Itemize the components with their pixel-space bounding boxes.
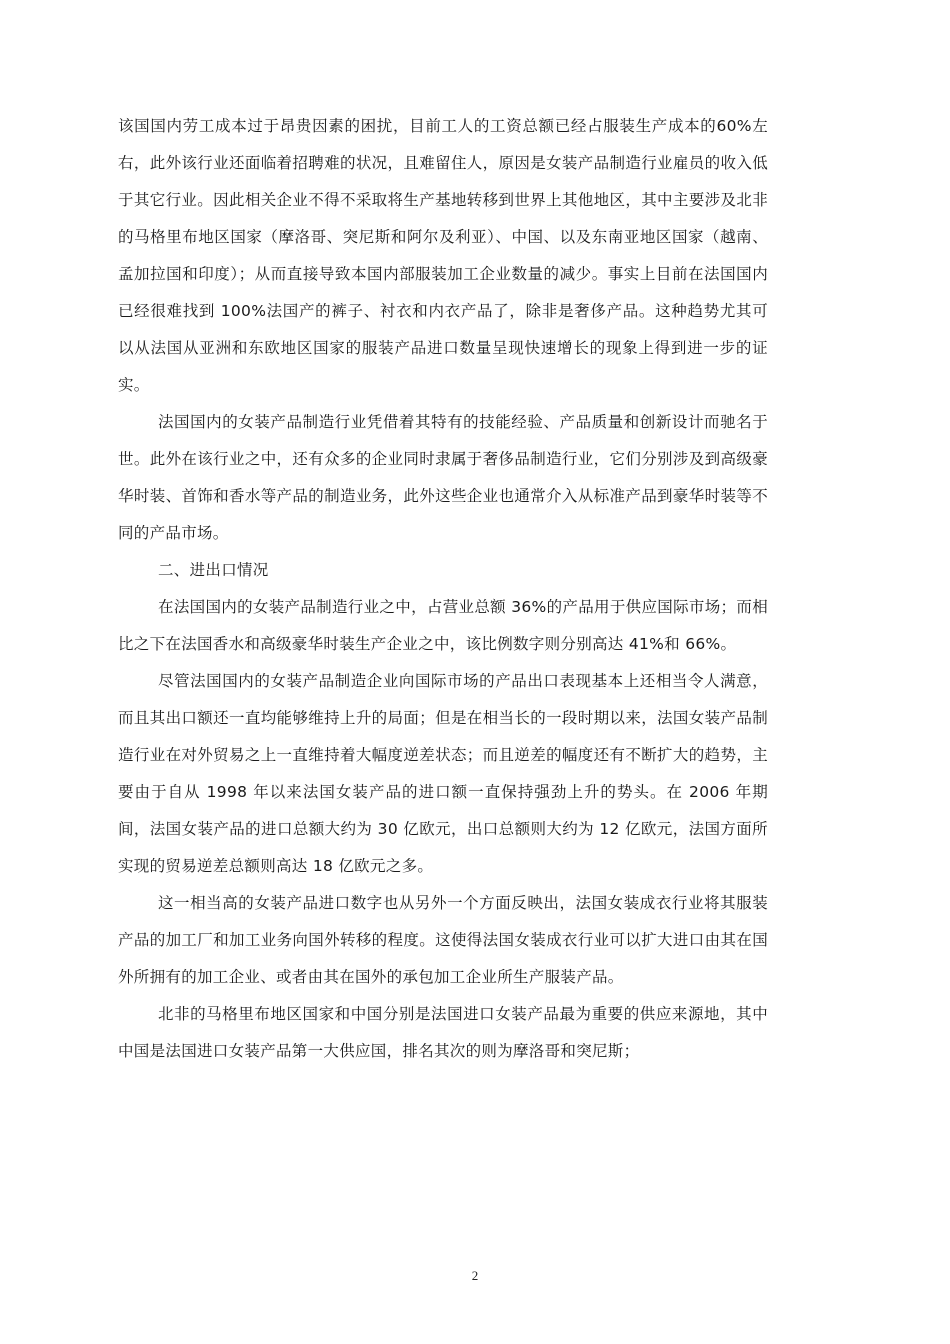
paragraph-supplier-countries: 北非的马格里布地区国家和中国分别是法国进口女装产品最为重要的供应来源地，其中中国是法国进口女装产品第一大供应国，排名其次的则为摩洛哥和突尼斯； (118, 1005, 768, 1060)
page-number: 2 (471, 1268, 479, 1283)
body-text (118, 108, 768, 1070)
paragraph-labor-cost: 该国国内劳工成本过于昂贵因素的困扰，目前工人的工资总额已经占服装生产成本的60%左右，此外该行业还面临着招聘难的状况，且难留住人，原因是女装产品制造行业雇员的收入低于其它行业。因此相关企业不得不采取将生产基地转移到世界上其他地区，其中主要涉及北非的马格里布地区国家（摩洛哥、突尼斯和阿尔及利亚）、中国、以及东南亚地区国家（越南、孟加拉国和印度）；从而直接导致本国内部服装加工企业数量的减少。事实上目前在法国国内已经很难找到 100%法国产的裤子、衬衣和内衣产品了，除非是奢侈产品。这种趋势尤其可以从法国从亚洲和东欧地区国家的服装产品进口数量呈现快速增长的现象上得到进一步的证实。 (118, 117, 768, 394)
paragraph-trade-deficit: 尽管法国国内的女装产品制造企业向国际市场的产品出口表现基本上还相当令人满意，而且其出口额还一直均能够维持上升的局面；但是在相当长的一段时期以来，法国女装产品制造行业在对外贸易之上一直维持着大幅度逆差状态；而且逆差的幅度还有不断扩大的趋势，主要由于自从 1998 年以来法国女装产品的进口额一直保持强劲上升的势头。在 2006 年期间，法国女装产品的进口总额大约为 30 亿欧元，出口总额则大约为 12 亿欧元，法国方面所实现的贸易逆差总额则高达 18 亿欧元之多。 (118, 672, 768, 875)
paragraph-offshoring: 这一相当高的女装产品进口数字也从另外一个方面反映出，法国女装成衣行业将其服装产品的加工厂和加工业务向国外转移的程度。这使得法国女装成衣行业可以扩大进口由其在国外所拥有的加工企业、或者由其在国外的承包加工企业所生产服装产品。 (118, 894, 768, 986)
section-heading-import-export: 二、进出口情况 (158, 561, 269, 579)
paragraph-industry-reputation: 法国国内的女装产品制造行业凭借着其特有的技能经验、产品质量和创新设计而驰名于世。此外在该行业之中，还有众多的企业同时隶属于奢侈品制造行业，它们分别涉及到高级豪华时装、首饰和香水等产品的制造业务，此外这些企业也通常介入从标准产品到豪华时装等不同的产品市场。 (118, 413, 768, 542)
paragraph-export-share: 在法国国内的女装产品制造行业之中，占营业总额 36%的产品用于供应国际市场；而相比之下在法国香水和高级豪华时装生产企业之中，该比例数字则分别高达 41%和 66%。 (118, 598, 768, 653)
